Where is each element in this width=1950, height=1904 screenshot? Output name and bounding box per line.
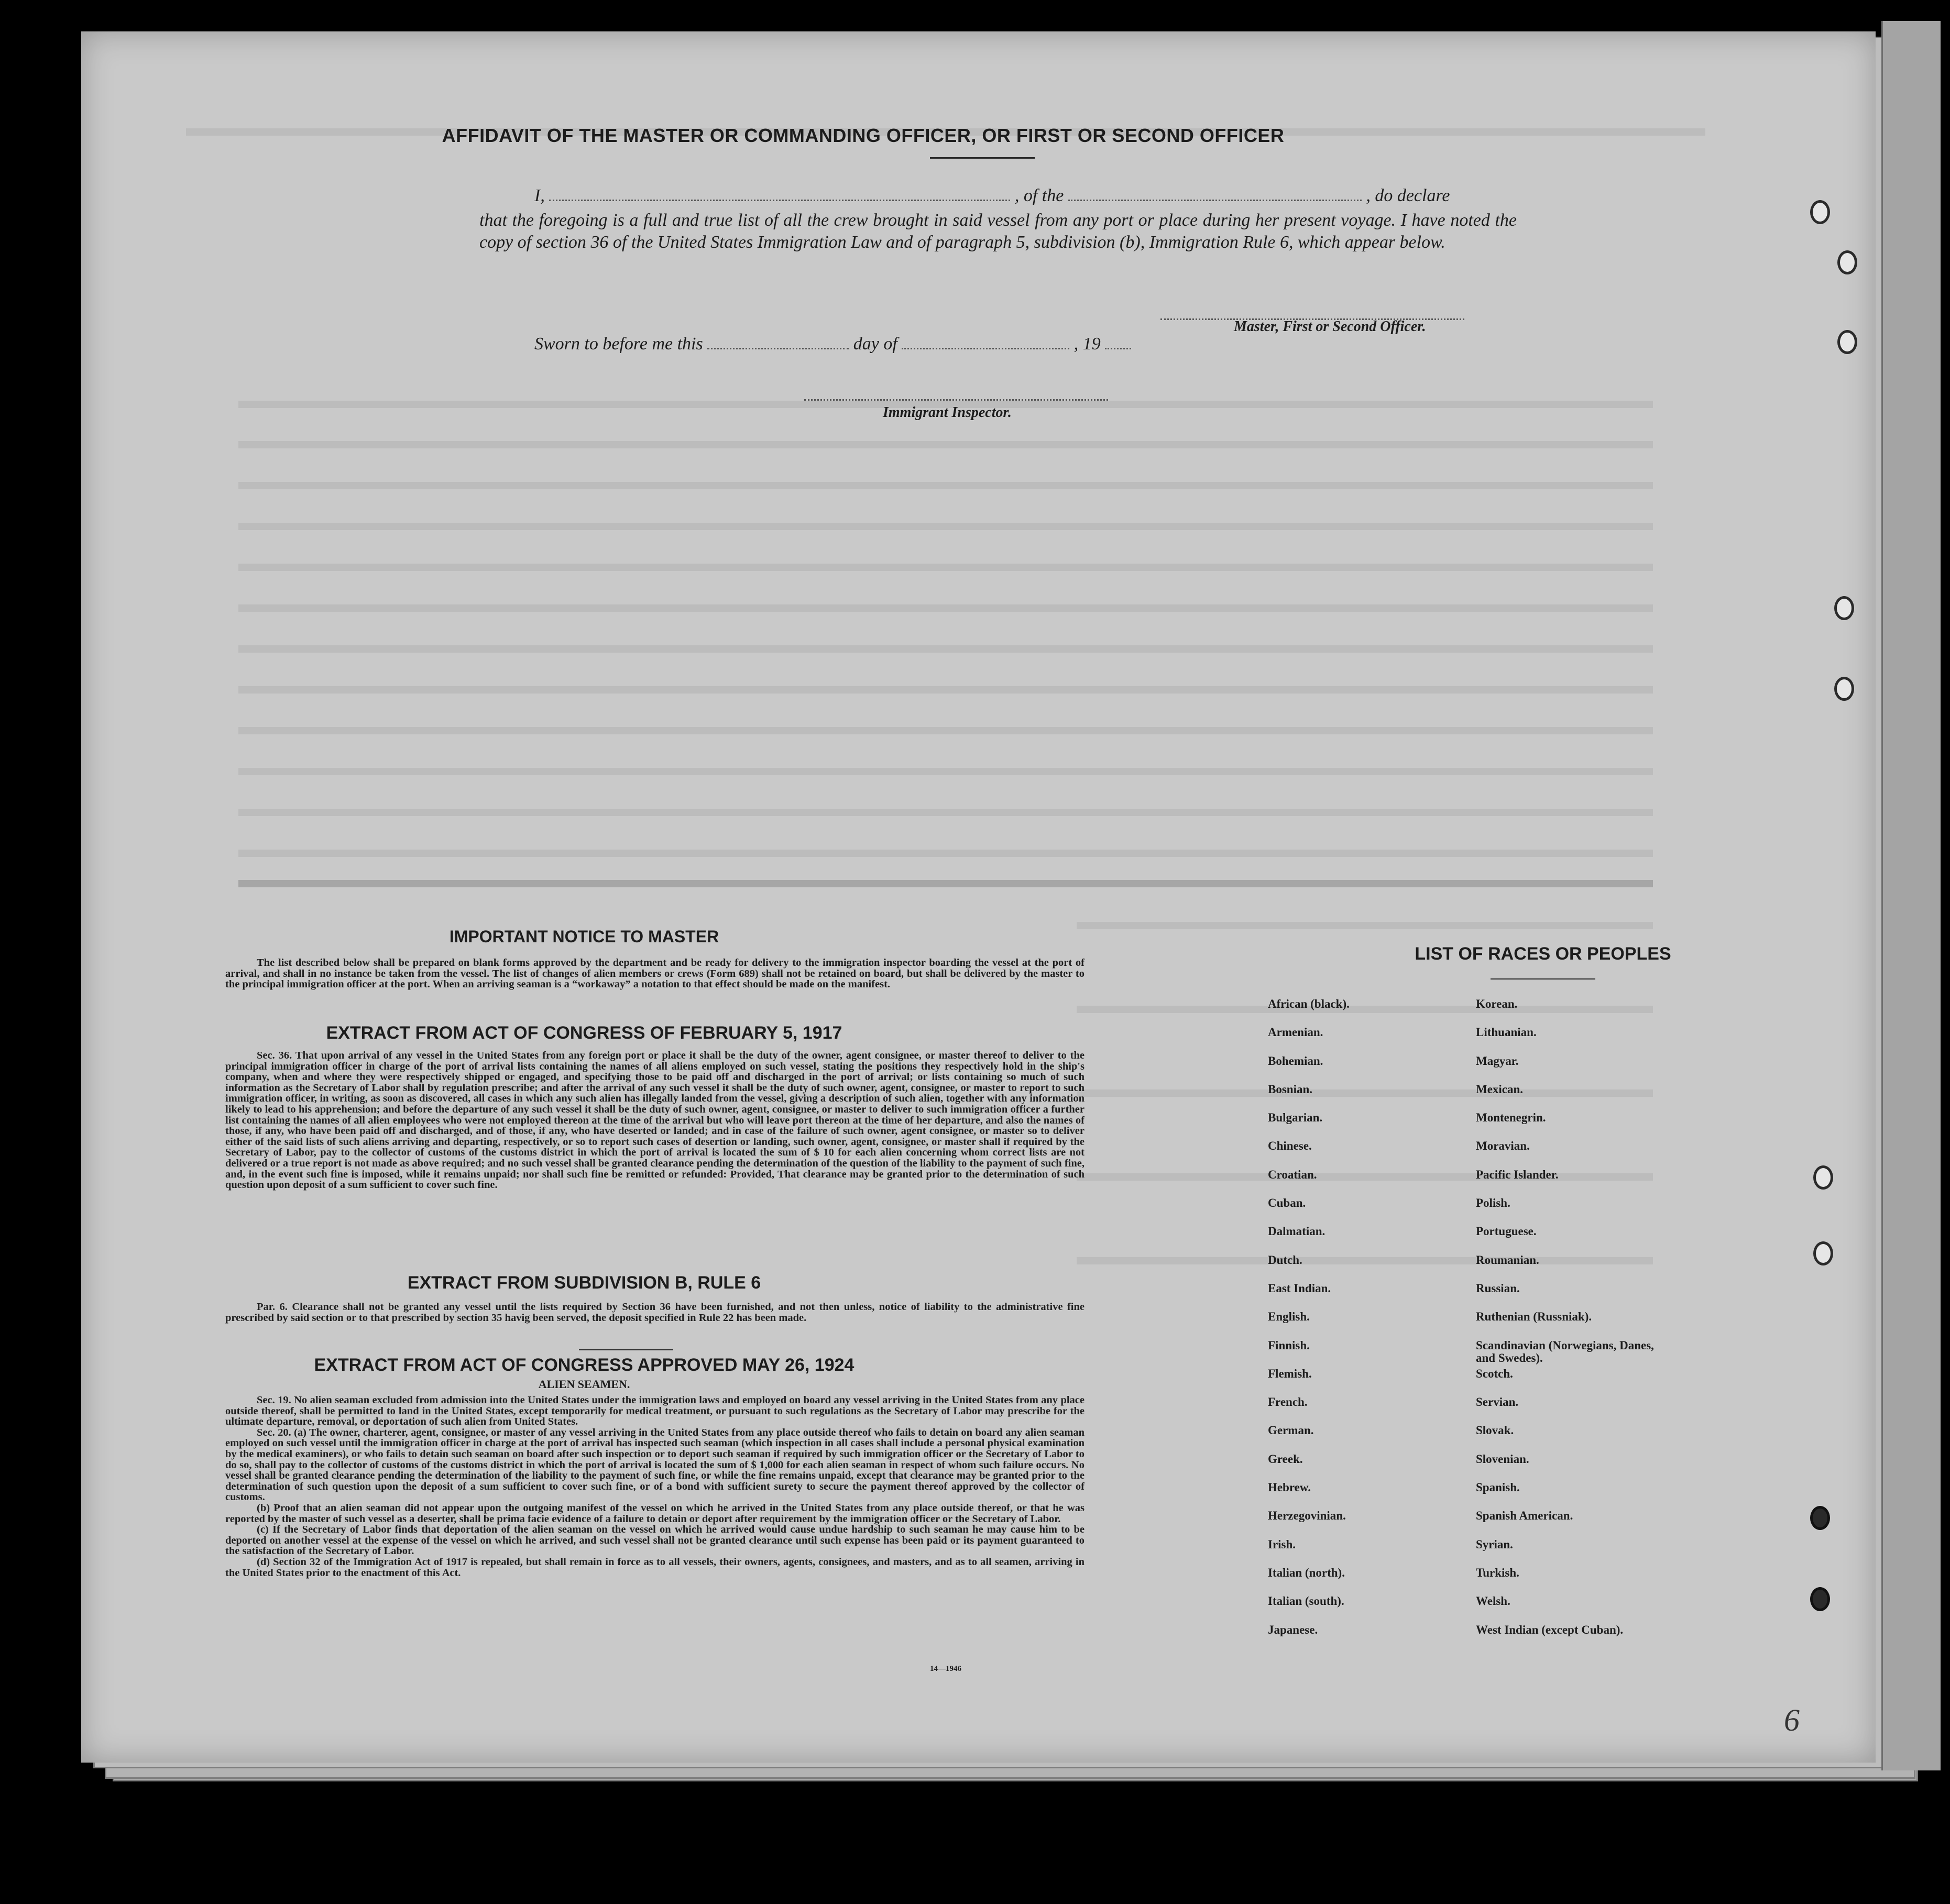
race-item: French. <box>1268 1395 1308 1409</box>
affidavit-do-declare-label: , do declare <box>1366 186 1450 205</box>
document-page <box>81 31 1876 1763</box>
year-label: , 19 <box>1073 334 1101 354</box>
handwritten-mark: 6 <box>1784 1703 1800 1737</box>
race-item: Magyar. <box>1476 1054 1519 1067</box>
affidavit-of-the-label: , of the <box>1014 186 1064 205</box>
extract-1917-text <box>225 1050 1084 1191</box>
notice-paragraph: The list described below shall be prepared on blank forms approved by the department and be ready for delivery to the immigration inspector boarding the vessel at the port of arrival, and shall in no instance be taken from the vessel. The list of changes of alien members or crews (Form 689) shall not be retained on board, but shall be delivered by the master to the principal immigration officer at the port. When an arriving seaman is a “workaway” a notation to that effect should be made on the manifest. <box>225 957 1084 990</box>
master-label: Master, First or Second Officer. <box>1234 318 1426 335</box>
races-title: LIST OF RACES OR PEOPLES <box>1415 944 1671 964</box>
race-item: Scotch. <box>1476 1367 1513 1380</box>
notice-title: IMPORTANT NOTICE TO MASTER <box>449 927 719 946</box>
name-blank <box>549 189 1010 201</box>
sworn-month-blank <box>902 337 1069 349</box>
inspector-label: Immigrant Inspector. <box>883 404 1012 421</box>
punch-hole <box>1837 250 1857 274</box>
punch-hole <box>1834 596 1854 620</box>
race-item: Croatian. <box>1268 1168 1317 1181</box>
extract-1924-text <box>225 1395 1084 1578</box>
year-blank <box>1105 337 1131 349</box>
section-20a-paragraph: Sec. 20. (a) The owner, charterer, agent, consignee, or master of any vessel arriving in the United States from any place outside thereof who fails to detain on board any alien seaman employed on such vessel until the immigration officer in charge at the port of arrival has inspected such seaman (which inspection in all cases shall include a personal physical examination by the medical examiners), or who fails to detain such seaman on board after such inspection or to deport such seaman if required by such immigration officer or the Secretary of Labor to do so, shall pay to the collector of customs of the customs district in which the port of arrival is located the sum of $ 1,000 for each alien seaman in respect of whom such failure occurs. No vessel shall be granted clearance pending the determination of the liability to the payment of such fine, or while the fine remains unpaid, except that clearance may be granted prior to the determination of such question upon the deposit of a sum sufficient to cover such fine, or of a bond with sufficient surety to secure the payment thereof approved by the collector of customs. <box>225 1426 1084 1503</box>
race-item: Moravian. <box>1476 1139 1530 1153</box>
section-rule <box>579 1349 673 1350</box>
race-item: Mexican. <box>1476 1082 1524 1096</box>
races-right-column <box>1476 998 1722 1652</box>
sworn-label: Sworn to before me this <box>534 334 703 354</box>
form-number: 14—1946 <box>930 1665 961 1673</box>
sworn-line <box>534 334 1131 354</box>
race-item: Spanish. <box>1476 1481 1520 1494</box>
race-item: Russian. <box>1476 1281 1520 1295</box>
race-item: Hebrew. <box>1268 1481 1311 1494</box>
binder-edge <box>1881 21 1941 1770</box>
affidavit-title: AFFIDAVIT OF THE MASTER OR COMMANDING OFFICER, OR FIRST OR SECOND OFFICER <box>442 125 1285 146</box>
race-item: Slovenian. <box>1476 1452 1529 1466</box>
title-rule <box>930 157 1035 159</box>
punch-hole <box>1813 1241 1833 1265</box>
race-item: Spanish American. <box>1476 1509 1573 1523</box>
race-item: Greek. <box>1268 1452 1303 1466</box>
section-20d-paragraph: (d) Section 32 of the Immigration Act of 1917 is repealed, but shall remain in force as to all vessels, their owners, agents, consignees, and masters, and as to all seamen, arriving in the United States prior to the enactment of this Act. <box>225 1556 1084 1579</box>
section-36-paragraph: Sec. 36. That upon arrival of any vessel in the United States from any foreign port or place it shall be the duty of the owner, agent consignee, or master thereof to deliver to the principal immigration officer in charge of the port of arrival lists containing the names of all aliens employed on such vessel, stating the positions they respectively hold in the ship's company, when and where they were respectively shipped or engaged, and specifying those to be paid off and discharged in the port of arrival; or lists containing so much of such information as the Secretary of Labor shall by regulation prescribe; and after the arrival of any such vessel it shall be the duty of such owner, agent, consignee, or master to report to such immigration officer, in writing, as soon as discovered, all cases in which any such alien has illegally landed from the vessel, giving a description of such alien, together with any information likely to lead to his apprehension; and before the departure of any such vessel it shall be the duty of such owner, agent, consignee, or master to deliver to such immigration officer a further list containing the names of all alien employees who were not employed thereon at the time of the arrival but who will leave port thereon at the time of her departure, and also the names of those, if any, who have been paid off and discharged, and of those, if any, who have deserted or landed; and in case of the failure of such owner, agent consignee, or master so to deliver either of the said lists of such aliens arriving and departing, respectively, or so to report such cases of desertion or landing, such owner, agent, consignee, or master shall if required by the Secretary of Labor, pay to the collector of customs of the customs district in which the port of arrival is located the sum of $ 10 for each alien concerning whom correct lists are not delivered or a true report is not made as above required; and no such vessel shall be granted clearance pending the determination of the question of the liability to the payment of such fine, and, in the event such fine is imposed, while it remains unpaid; nor shall such fine be remitted or refunded: Provided, That clearance may be granted prior to the determination of such question upon deposit of a sum sufficient to cover such fine. <box>225 1050 1084 1191</box>
punch-hole <box>1837 330 1857 354</box>
race-item: Italian (north). <box>1268 1566 1345 1579</box>
race-item: German. <box>1268 1424 1314 1437</box>
race-item: Cuban. <box>1268 1196 1306 1210</box>
race-item: Dutch. <box>1268 1253 1302 1267</box>
extract-1917-title: EXTRACT FROM ACT OF CONGRESS OF FEBRUARY 5, 1917 <box>326 1023 842 1043</box>
section-20c-paragraph: (c) If the Secretary of Labor finds that deportation of the alien seaman on the vessel on which he arrived would cause undue hardship to such seaman he may cause him to be deported on another vessel at the expense of the vessel on which he arrived, and such vessel shall not be granted clearance until such expense has been paid or its payment guaranteed to the satisfaction of the Secretary of Labor. <box>225 1524 1084 1557</box>
race-item: East Indian. <box>1268 1281 1331 1295</box>
race-item: English. <box>1268 1310 1310 1324</box>
section-20b-paragraph: (b) Proof that an alien seaman did not appear upon the outgoing manifest of the vessel on which he arrived in the United States from any place outside thereof, or that he was reported by the master of such vessel as a deserter, shall be prima facie evidence of a failure to detain or deport after requirement by the immigration officer or the Secretary of Labor. <box>225 1502 1084 1525</box>
race-item: Lithuanian. <box>1476 1026 1537 1039</box>
races-title-rule <box>1491 978 1595 979</box>
race-item: Armenian. <box>1268 1026 1323 1039</box>
race-item: Bosnian. <box>1268 1082 1313 1096</box>
race-item: Slovak. <box>1476 1424 1514 1437</box>
race-item: Japanese. <box>1268 1623 1318 1636</box>
extract-rule6-text <box>225 1302 1084 1323</box>
vessel-blank <box>1068 189 1362 201</box>
race-item: Herzegovinian. <box>1268 1509 1346 1523</box>
punch-hole <box>1813 1165 1833 1190</box>
race-item: Irish. <box>1268 1537 1296 1551</box>
race-item: Flemish. <box>1268 1367 1312 1380</box>
race-item: Montenegrin. <box>1476 1111 1546 1125</box>
race-item: Finnish. <box>1268 1338 1310 1352</box>
day-of-label: day of <box>853 334 897 354</box>
race-item: Welsh. <box>1476 1594 1510 1608</box>
race-item: Roumanian. <box>1476 1253 1539 1267</box>
punch-hole <box>1810 1506 1830 1530</box>
punch-hole <box>1810 1587 1830 1611</box>
affidavit-declaration-line <box>534 186 1450 206</box>
punch-hole <box>1810 200 1830 224</box>
race-item: Bulgarian. <box>1268 1111 1323 1125</box>
race-item: Turkish. <box>1476 1566 1519 1579</box>
paragraph-6: Par. 6. Clearance shall not be granted any vessel until the lists required by Section 36 have been furnished, and not then unless, notice of liability to the administrative fine prescribed by said section or to that prescribed by section 35 havig been served, the deposit specified in Rule 22 has been made. <box>225 1301 1084 1324</box>
race-item: Dalmatian. <box>1268 1225 1325 1238</box>
race-item: Korean. <box>1476 997 1518 1010</box>
race-item: Polish. <box>1476 1196 1510 1210</box>
race-item: African (black). <box>1268 997 1350 1010</box>
race-item: Syrian. <box>1476 1537 1513 1551</box>
affidavit-body: that the foregoing is a full and true list of all the crew brought in said vessel from any port or place during her present voyage. I have noted the copy of section 36 of the United States Immigration Law and of paragraph 5, subdivision (b), Immigration Rule 6, which appear below. <box>479 211 1517 252</box>
sworn-day-blank <box>707 337 849 349</box>
section-19-paragraph: Sec. 19. No alien seaman excluded from admission into the United States under the immigration laws and employed on board any vessel arriving in the United States from any place outside thereof, shall be permitted to land in the United States, except temporarily for medical treatment, or pursuant to such regulations as the Secretary of Labor may prescribe for the ultimate departure, removal, or deportation of such alien from United States. <box>225 1394 1084 1428</box>
punch-hole <box>1834 677 1854 701</box>
alien-seamen-subtitle: ALIEN SEAMEN. <box>538 1378 630 1391</box>
inspector-signature-blank <box>804 399 1108 401</box>
race-item: Bohemian. <box>1268 1054 1323 1067</box>
extract-rule6-title: EXTRACT FROM SUBDIVISION B, RULE 6 <box>407 1273 761 1293</box>
race-item: Ruthenian (Russniak). <box>1476 1310 1592 1324</box>
race-item: Italian (south). <box>1268 1594 1344 1608</box>
race-item: Pacific Islander. <box>1476 1168 1559 1181</box>
race-item: Chinese. <box>1268 1139 1312 1153</box>
affidavit-i-label: I, <box>534 186 545 205</box>
race-item: Portuguese. <box>1476 1225 1537 1238</box>
notice-text <box>225 957 1084 990</box>
extract-1924-title: EXTRACT FROM ACT OF CONGRESS APPROVED MAY 26, 1924 <box>314 1355 855 1375</box>
race-item: Servian. <box>1476 1395 1519 1409</box>
race-item: Scandinavian (Norwegians, Danes, and Swedes). <box>1476 1338 1654 1364</box>
race-item: West Indian (except Cuban). <box>1476 1623 1624 1636</box>
